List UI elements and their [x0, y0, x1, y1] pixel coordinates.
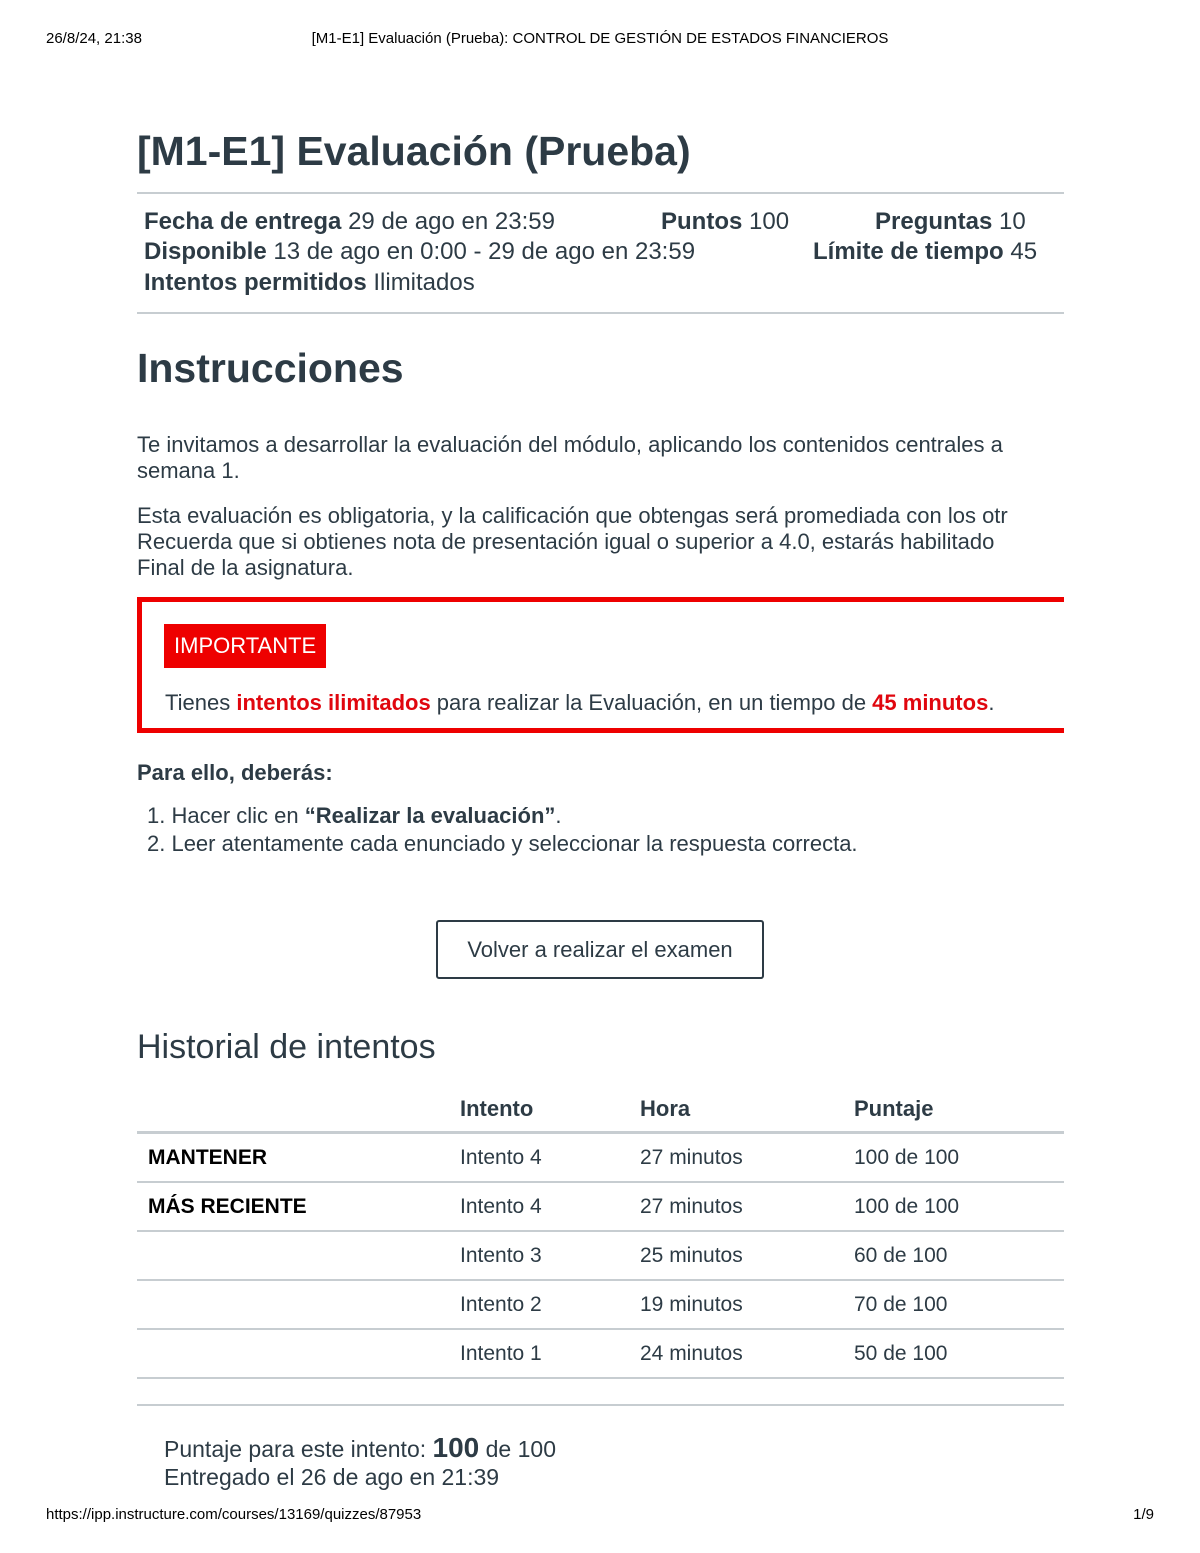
- print-document-title: [M1-E1] Evaluación (Prueba): CONTROL DE GESTIÓN DE ESTADOS FINANCIEROS: [311, 30, 889, 47]
- attempt-link[interactable]: Intento 1: [460, 1341, 542, 1365]
- step-item: [147, 802, 858, 830]
- attempt-link[interactable]: Intento 4: [460, 1194, 542, 1218]
- quiz-due-date: [144, 208, 555, 236]
- step-text: .: [555, 803, 562, 828]
- attempt-score-summary: [164, 1432, 556, 1464]
- attempts-value: Ilimitados: [373, 269, 475, 296]
- attempt-score: 100 de 100: [854, 1145, 960, 1169]
- instructions-paragraph-2: [137, 503, 1008, 581]
- attempt-score: 50 de 100: [854, 1341, 948, 1365]
- attempt-time: 24 minutos: [640, 1341, 743, 1365]
- attempt-time: 25 minutos: [640, 1243, 743, 1267]
- table-row: [137, 1232, 1064, 1281]
- attempt-score: 60 de 100: [854, 1243, 948, 1267]
- attempt-time: 27 minutos: [640, 1145, 743, 1169]
- quiz-questions: [875, 208, 1026, 236]
- score-value: 100: [432, 1432, 480, 1463]
- table-row: [137, 1134, 1064, 1183]
- quiz-time-limit: [813, 238, 1037, 266]
- quiz-availability: [144, 238, 695, 266]
- attempt-score: 70 de 100: [854, 1292, 948, 1316]
- attempts-label: Intentos permitidos: [144, 269, 367, 296]
- attempt-link[interactable]: Intento 3: [460, 1243, 542, 1267]
- important-notice: [137, 597, 1064, 733]
- important-text-part: Tienes: [165, 690, 237, 715]
- time-highlight: 45 minutos: [872, 690, 989, 715]
- divider: [137, 1404, 1064, 1406]
- steps-list: [147, 802, 858, 858]
- row-label-latest: MÁS RECIENTE: [148, 1194, 307, 1218]
- attempt-link[interactable]: Intento 2: [460, 1292, 542, 1316]
- important-text-part: para realizar la Evaluación, en un tiempo de: [430, 690, 873, 715]
- column-header-time: Hora: [640, 1095, 691, 1121]
- available-value: 13 de ago en 0:00 - 29 de ago en 23:59: [273, 238, 696, 265]
- quiz-allowed-attempts: [144, 269, 475, 297]
- questions-value: 10: [999, 208, 1026, 235]
- due-value: 29 de ago en 23:59: [348, 208, 555, 235]
- attempt-time: 27 minutos: [640, 1194, 743, 1218]
- attempt-history-table: [137, 1086, 1064, 1379]
- step-item: 2. Leer atentamente cada enunciado y seleccionar la respuesta correcta.: [147, 831, 858, 856]
- questions-label: Preguntas: [875, 208, 993, 235]
- attempt-score: 100 de 100: [854, 1194, 960, 1218]
- column-header-score: Puntaje: [854, 1095, 934, 1121]
- paragraph-line: Esta evaluación es obligatoria, y la calificación que obtengas será promediada con los otr: [137, 503, 1008, 528]
- table-row: [137, 1281, 1064, 1330]
- divider: [137, 312, 1064, 314]
- table-row: [137, 1330, 1064, 1379]
- page-title: [M1-E1] Evaluación (Prueba): [137, 128, 691, 174]
- available-label: Disponible: [144, 238, 267, 265]
- step-text: 1. Hacer clic en: [147, 803, 305, 828]
- divider: [137, 192, 1064, 194]
- attempt-history-heading: Historial de intentos: [137, 1028, 436, 1066]
- table-row: [137, 1183, 1064, 1232]
- score-label: Puntaje para este intento:: [164, 1436, 433, 1462]
- paragraph-line: Final de la asignatura.: [137, 555, 354, 580]
- steps-heading: Para ello, deberás:: [137, 760, 333, 785]
- retake-quiz-button[interactable]: Volver a realizar el examen: [436, 920, 764, 979]
- row-label-keep: MANTENER: [148, 1145, 267, 1169]
- score-total: de 100: [479, 1436, 556, 1462]
- time-limit-label: Límite de tiempo: [813, 238, 1004, 265]
- important-text: [165, 690, 994, 716]
- instructions-paragraph-1: [137, 432, 1003, 484]
- points-label: Puntos: [661, 208, 743, 235]
- quiz-content: [137, 0, 1064, 1500]
- due-label: Fecha de entrega: [144, 208, 342, 235]
- important-badge: IMPORTANTE: [164, 624, 326, 668]
- column-header-attempt: Intento: [460, 1095, 534, 1121]
- paragraph-line: Recuerda que si obtienes nota de presentación igual o superior a 4.0, estarás habilitado: [137, 529, 995, 554]
- time-limit-value: 45: [1010, 238, 1038, 265]
- table-header: [137, 1086, 1064, 1134]
- paragraph-line: semana 1.: [137, 458, 240, 483]
- attempt-link[interactable]: Intento 4: [460, 1145, 542, 1169]
- quiz-points: [661, 208, 789, 236]
- page-url: https://ipp.instructure.com/courses/13169/quizzes/87953: [46, 1506, 422, 1523]
- page-number: 1/9: [1133, 1506, 1154, 1523]
- instructions-heading: Instrucciones: [137, 345, 404, 391]
- unlimited-attempts-highlight: intentos ilimitados: [236, 690, 431, 715]
- print-datetime: 26/8/24, 21:38: [46, 30, 142, 47]
- important-text-part: .: [988, 690, 995, 715]
- paragraph-line: Te invitamos a desarrollar la evaluación del módulo, aplicando los contenidos centrales a: [137, 432, 1003, 457]
- step-emphasis: “Realizar la evaluación”: [304, 803, 556, 828]
- attempt-time: 19 minutos: [640, 1292, 743, 1316]
- submitted-date: Entregado el 26 de ago en 21:39: [164, 1464, 500, 1490]
- points-value: 100: [749, 208, 790, 235]
